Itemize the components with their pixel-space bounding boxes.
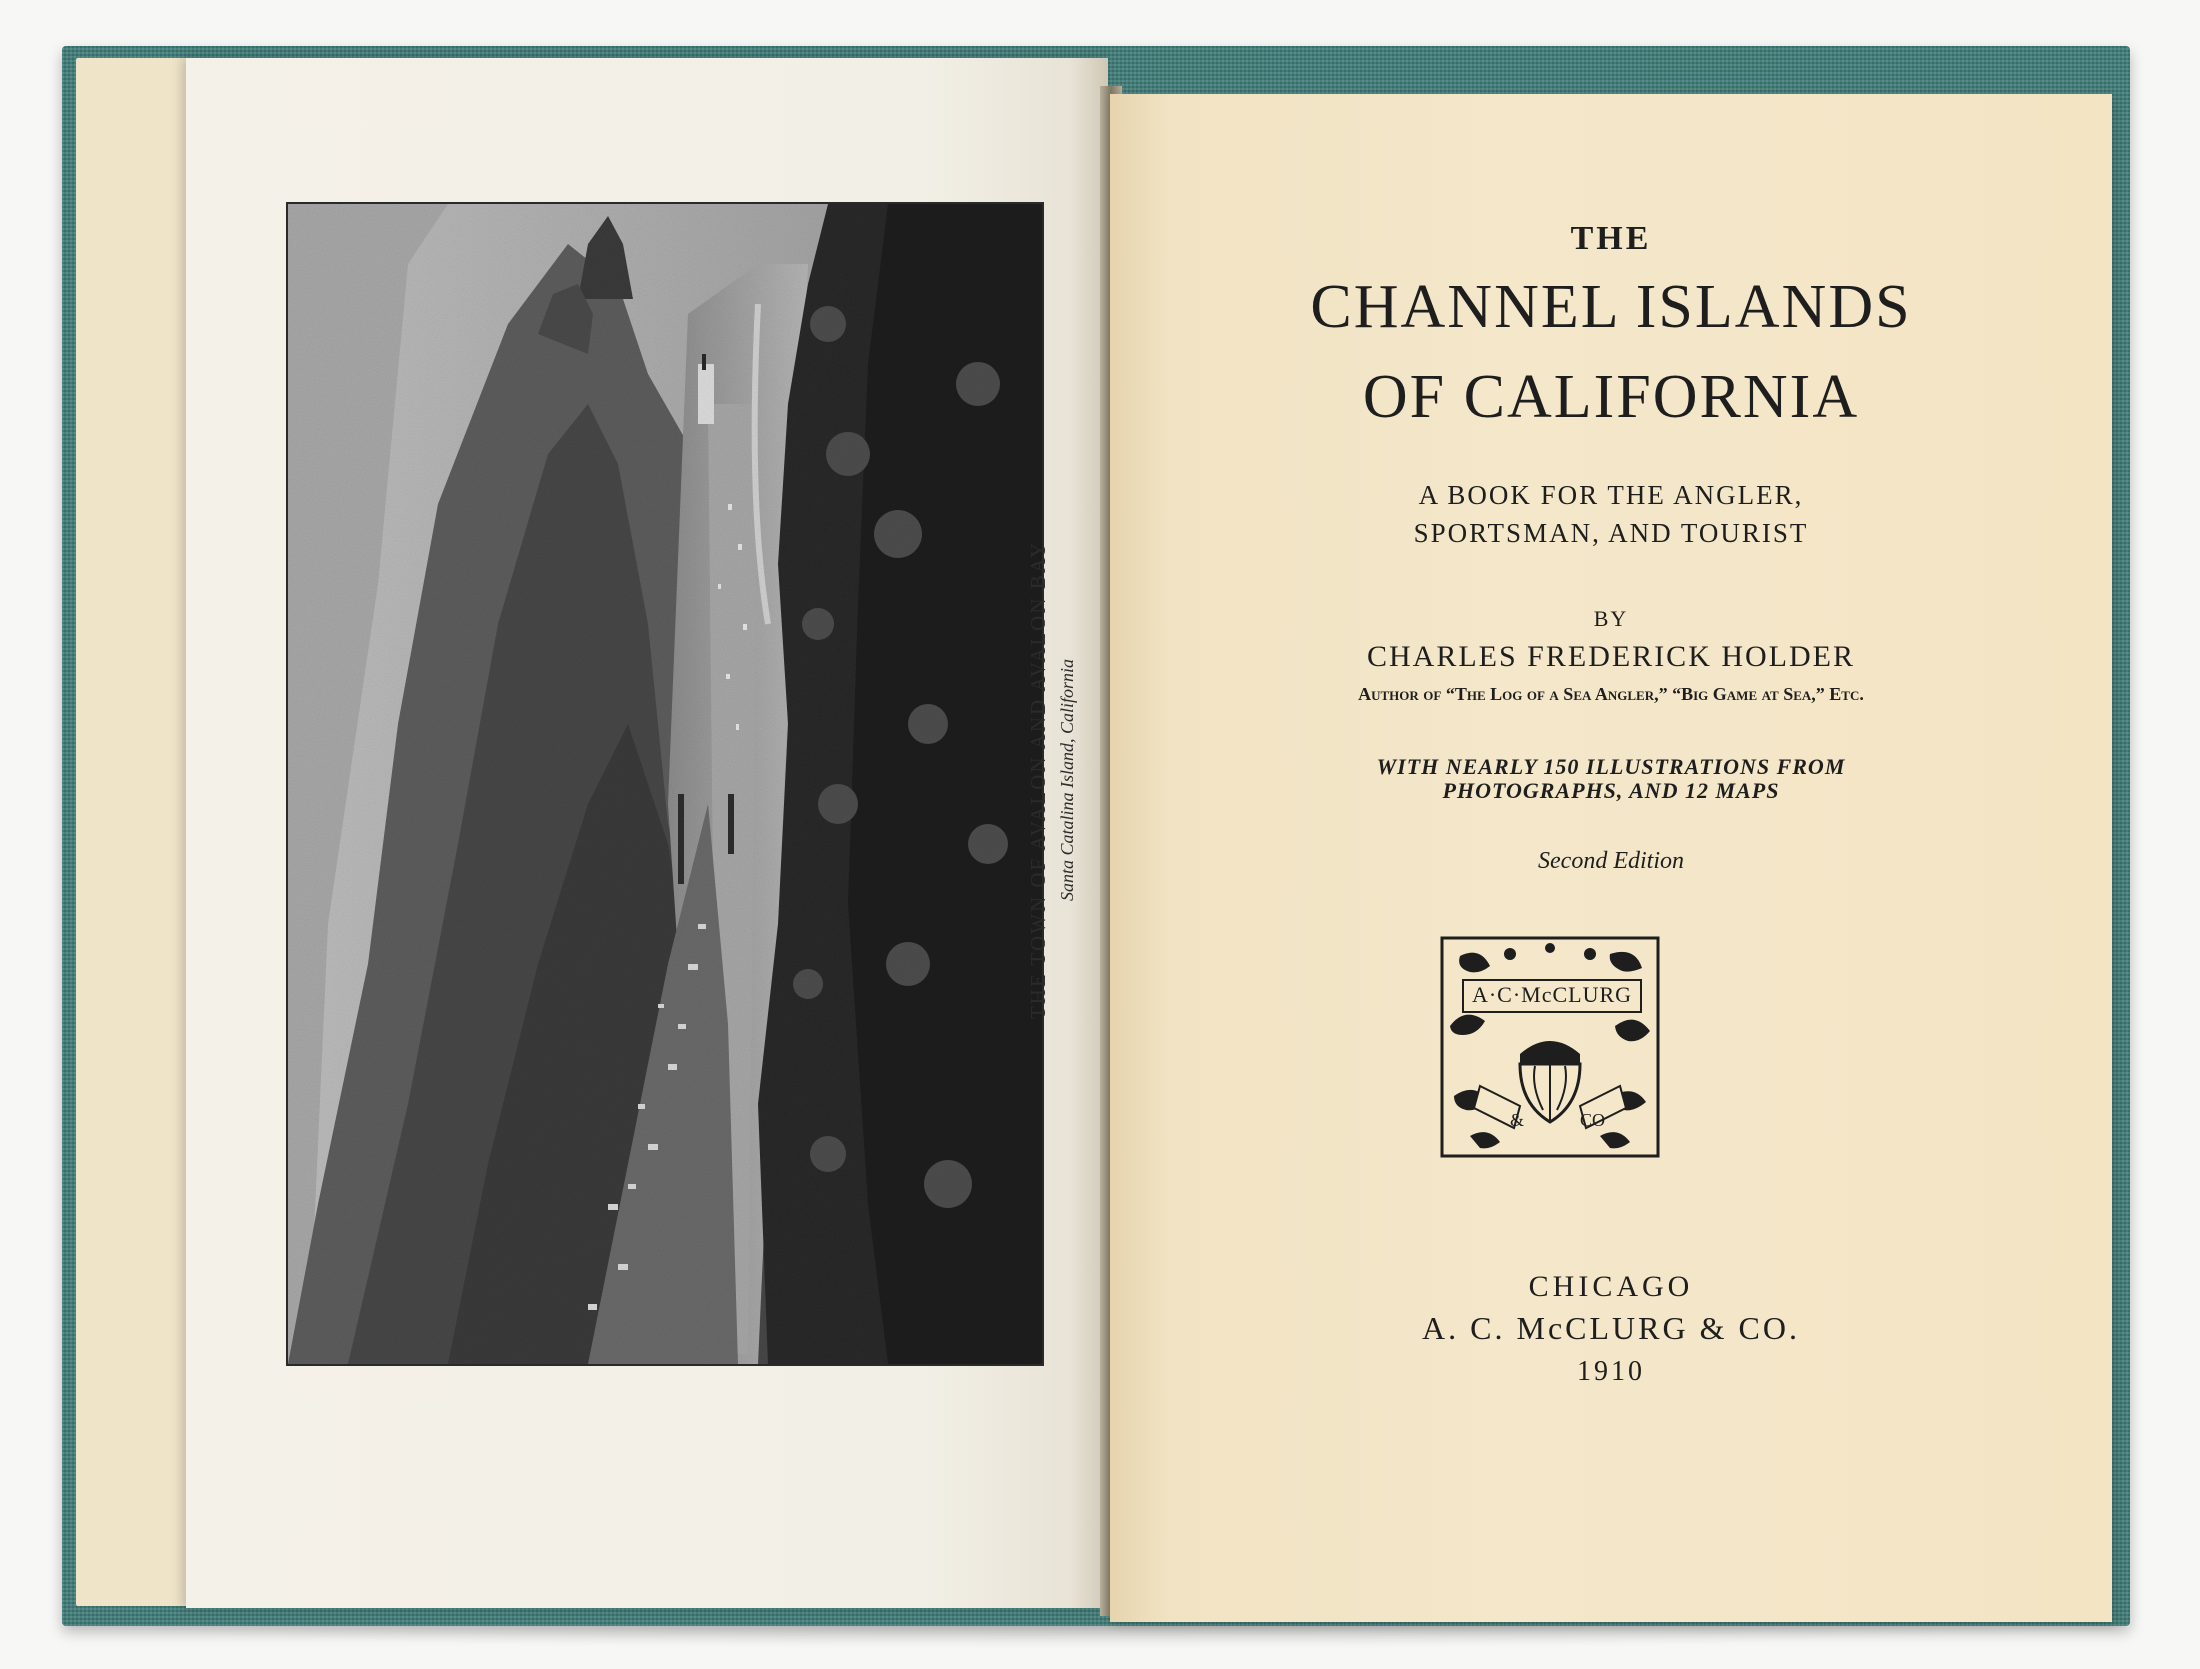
caption-line-1: THE TOWN OF AVALON AND AVALON BAY xyxy=(1026,540,1050,1020)
frontispiece-photograph xyxy=(286,202,1044,1366)
publisher-device-icon xyxy=(1440,936,1660,1158)
title-line-1: CHANNEL ISLANDS xyxy=(1310,273,1912,341)
caption-line-2: Santa Catalina Island, California xyxy=(1057,658,1077,902)
title-line-2: OF CALIFORNIA xyxy=(1362,363,1860,431)
illustrations-line-2: PHOTOGRAPHS, AND 12 MAPS xyxy=(1442,778,1780,803)
publication-year: 1910 xyxy=(1577,1356,1645,1387)
publisher-device-label: A·C·McCLURG xyxy=(1462,979,1642,1013)
title-page xyxy=(1110,94,2112,1622)
edition: Second Edition xyxy=(1538,848,1684,874)
publisher-name: A. C. McCLURG & CO. xyxy=(1422,1310,1800,1346)
subtitle-line-2: SPORTSMAN, AND TOURIST xyxy=(1413,518,1809,548)
subtitle-line-1: A BOOK FOR THE ANGLER, xyxy=(1418,480,1804,510)
title-the: THE xyxy=(1570,220,1652,257)
by-line: BY xyxy=(1593,606,1629,631)
author-name: CHARLES FREDERICK HOLDER xyxy=(1366,640,1856,673)
frontispiece-caption xyxy=(1026,541,1078,1019)
mark-co: CO xyxy=(1580,1110,1606,1130)
mark-ampersand: & xyxy=(1510,1110,1525,1130)
publisher-city: CHICAGO xyxy=(1528,1270,1694,1303)
illustrations-line-1: WITH NEARLY 150 ILLUSTRATIONS FROM xyxy=(1376,754,1846,779)
avalon-bay-photo xyxy=(288,204,1042,1364)
author-works: Author of “The Log of a Sea Angler,” “Big Game at Sea,” Etc. xyxy=(1358,684,1864,704)
